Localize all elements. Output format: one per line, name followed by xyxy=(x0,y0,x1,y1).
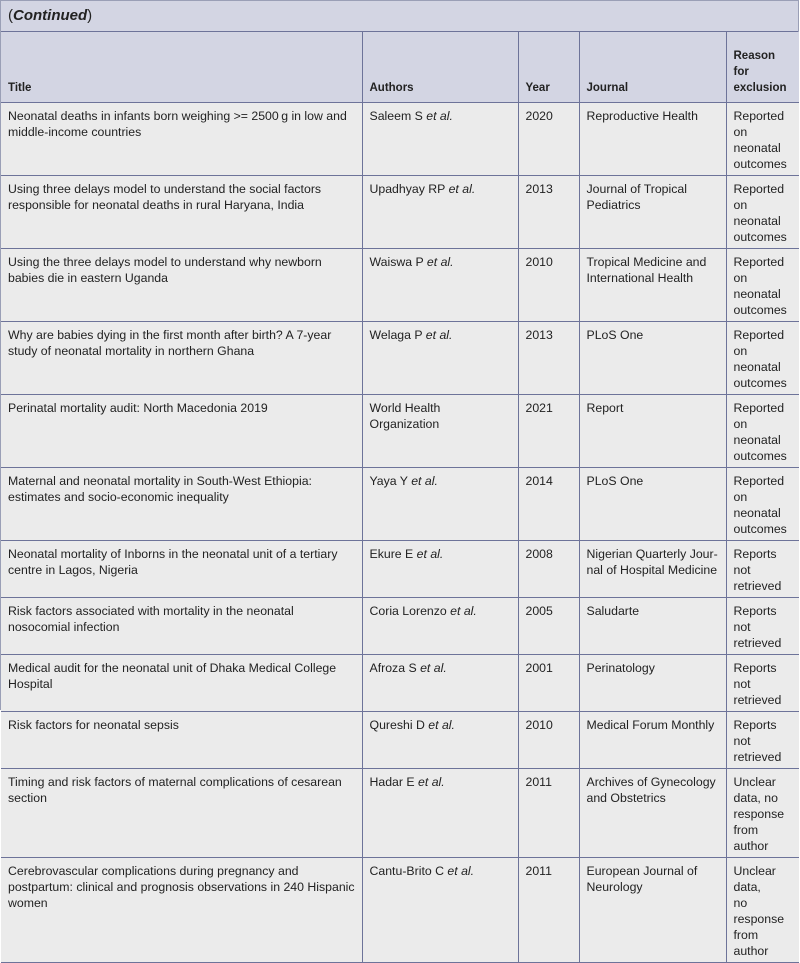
cell-title: Maternal and neonatal mortality in South-West Ethiopia: estimates and socio-economic inequality xyxy=(1,467,362,540)
cell-journal: PLoS One xyxy=(579,467,726,540)
cell-reason: Reported on neonatal outcomes xyxy=(726,175,799,248)
cell-journal: Tropical Medicine and International Health xyxy=(579,248,726,321)
caption-continued: Continued xyxy=(13,7,88,24)
et-al: et al. xyxy=(428,717,455,732)
cell-journal: Report xyxy=(579,394,726,467)
table-row xyxy=(1,711,799,768)
author-name: Coria Lorenzo xyxy=(369,603,447,618)
cell-authors xyxy=(362,654,518,711)
cell-title: Neonatal deaths in infants born weighing >= 2500 g in low and middle-income countries xyxy=(1,102,362,175)
et-al: et al. xyxy=(425,327,453,342)
cell-authors xyxy=(362,540,518,597)
et-al: et al. xyxy=(426,108,453,123)
header-title: Title xyxy=(1,32,362,102)
cell-reason: Reported on neonatal outcomes xyxy=(726,248,799,321)
cell-reason: Reports not retrieved xyxy=(726,540,799,597)
author-name: World Health Organization xyxy=(369,400,441,431)
author-name: Waiswa P xyxy=(369,254,424,269)
cell-authors xyxy=(362,321,518,394)
table-row xyxy=(1,321,799,394)
cell-title: Using the three delays model to understand why newborn babies die in eastern Uganda xyxy=(1,248,362,321)
cell-year: 2011 xyxy=(518,857,579,962)
cell-authors xyxy=(362,857,518,962)
caption-open-paren: ( xyxy=(8,7,13,24)
table-caption xyxy=(1,1,798,32)
cell-year: 2010 xyxy=(518,248,579,321)
table-row xyxy=(1,857,799,962)
author-name: Qureshi D xyxy=(369,717,425,732)
cell-journal: Nigerian Quarterly Jour-nal of Hospital Medicine xyxy=(579,540,726,597)
cell-year: 2005 xyxy=(518,597,579,654)
header-journal: Journal xyxy=(579,32,726,102)
cell-reason: Reported on neonatal outcomes xyxy=(726,394,799,467)
cell-title: Neonatal mortality of Inborns in the neonatal unit of a tertiary centre in Lagos, Nigeria xyxy=(1,540,362,597)
cell-reason: Reports not retrieved xyxy=(726,711,799,768)
cell-title: Perinatal mortality audit: North Macedonia 2019 xyxy=(1,394,362,467)
cell-journal: Journal of Tropical Pediatrics xyxy=(579,175,726,248)
cell-reason: Reported on neonatal outcomes xyxy=(726,102,799,175)
author-name: Cantu-Brito C xyxy=(369,863,444,878)
table-row xyxy=(1,467,799,540)
author-name: Welaga P xyxy=(369,327,423,342)
exclusion-table xyxy=(1,32,799,963)
author-name: Upadhyay RP xyxy=(369,181,446,196)
cell-year: 2021 xyxy=(518,394,579,467)
cell-reason: Unclear data, no response from author xyxy=(726,857,799,962)
et-al: et al. xyxy=(416,546,444,561)
cell-journal: Reproductive Health xyxy=(579,102,726,175)
cell-title: Medical audit for the neonatal unit of Dhaka Medical College Hospital xyxy=(1,654,362,711)
cell-authors xyxy=(362,711,518,768)
cell-title: Using three delays model to understand the social factors responsible for neonatal deaths in rural Haryana, India xyxy=(1,175,362,248)
cell-year: 2011 xyxy=(518,768,579,857)
cell-title: Risk factors associated with mortality in the neonatal nosocomial infection xyxy=(1,597,362,654)
cell-journal: Saludarte xyxy=(579,597,726,654)
cell-title: Cerebrovascular complications during pregnancy and postpartum: clinical and prognosis observations in 240 Hispanic women xyxy=(1,857,362,962)
table-row xyxy=(1,175,799,248)
caption-close-paren: ) xyxy=(87,7,93,24)
header-authors: Authors xyxy=(362,32,518,102)
cell-authors xyxy=(362,394,518,467)
et-al: et al. xyxy=(426,254,454,269)
cell-year: 2001 xyxy=(518,654,579,711)
author-name: Yaya Y xyxy=(369,473,408,488)
cell-reason: Unclear data, no response from author xyxy=(726,768,799,857)
cell-journal: PLoS One xyxy=(579,321,726,394)
cell-authors xyxy=(362,768,518,857)
table-row xyxy=(1,102,799,175)
header-year: Year xyxy=(518,32,579,102)
cell-title: Why are babies dying in the first month after birth? A 7-year study of neonatal mortality in northern Ghana xyxy=(1,321,362,394)
cell-reason: Reports not retrieved xyxy=(726,597,799,654)
cell-authors xyxy=(362,248,518,321)
et-al: et al. xyxy=(420,660,447,675)
table-header-row xyxy=(1,32,799,102)
cell-journal: Medical Forum Monthly xyxy=(579,711,726,768)
et-al: et al. xyxy=(447,863,475,878)
table-row xyxy=(1,768,799,857)
author-name: Hadar E xyxy=(369,774,415,789)
table-row xyxy=(1,394,799,467)
author-name: Saleem S xyxy=(369,108,423,123)
cell-year: 2013 xyxy=(518,321,579,394)
cell-reason: Reports not retrieved xyxy=(726,654,799,711)
cell-year: 2010 xyxy=(518,711,579,768)
et-al: et al. xyxy=(450,603,477,618)
table-row xyxy=(1,654,799,711)
cell-title: Timing and risk factors of maternal complications of cesarean section xyxy=(1,768,362,857)
table-row xyxy=(1,597,799,654)
cell-reason: Reported on neonatal outcomes xyxy=(726,467,799,540)
cell-title: Risk factors for neonatal sepsis xyxy=(1,711,362,768)
et-al: et al. xyxy=(418,774,445,789)
et-al: et al. xyxy=(448,181,476,196)
author-name: Ekure E xyxy=(369,546,414,561)
table-row xyxy=(1,248,799,321)
cell-year: 2008 xyxy=(518,540,579,597)
cell-journal: Perinatology xyxy=(579,654,726,711)
cell-year: 2014 xyxy=(518,467,579,540)
et-al: et al. xyxy=(411,473,438,488)
table-row xyxy=(1,540,799,597)
cell-authors xyxy=(362,597,518,654)
author-name: Afroza S xyxy=(369,660,417,675)
header-reason: Reason for exclusion xyxy=(726,32,799,102)
cell-authors xyxy=(362,102,518,175)
cell-year: 2013 xyxy=(518,175,579,248)
cell-authors xyxy=(362,467,518,540)
cell-reason: Reported on neonatal outcomes xyxy=(726,321,799,394)
cell-year: 2020 xyxy=(518,102,579,175)
cell-journal: Archives of Gynecology and Obstetrics xyxy=(579,768,726,857)
cell-authors xyxy=(362,175,518,248)
cell-journal: European Journal of Neurology xyxy=(579,857,726,962)
